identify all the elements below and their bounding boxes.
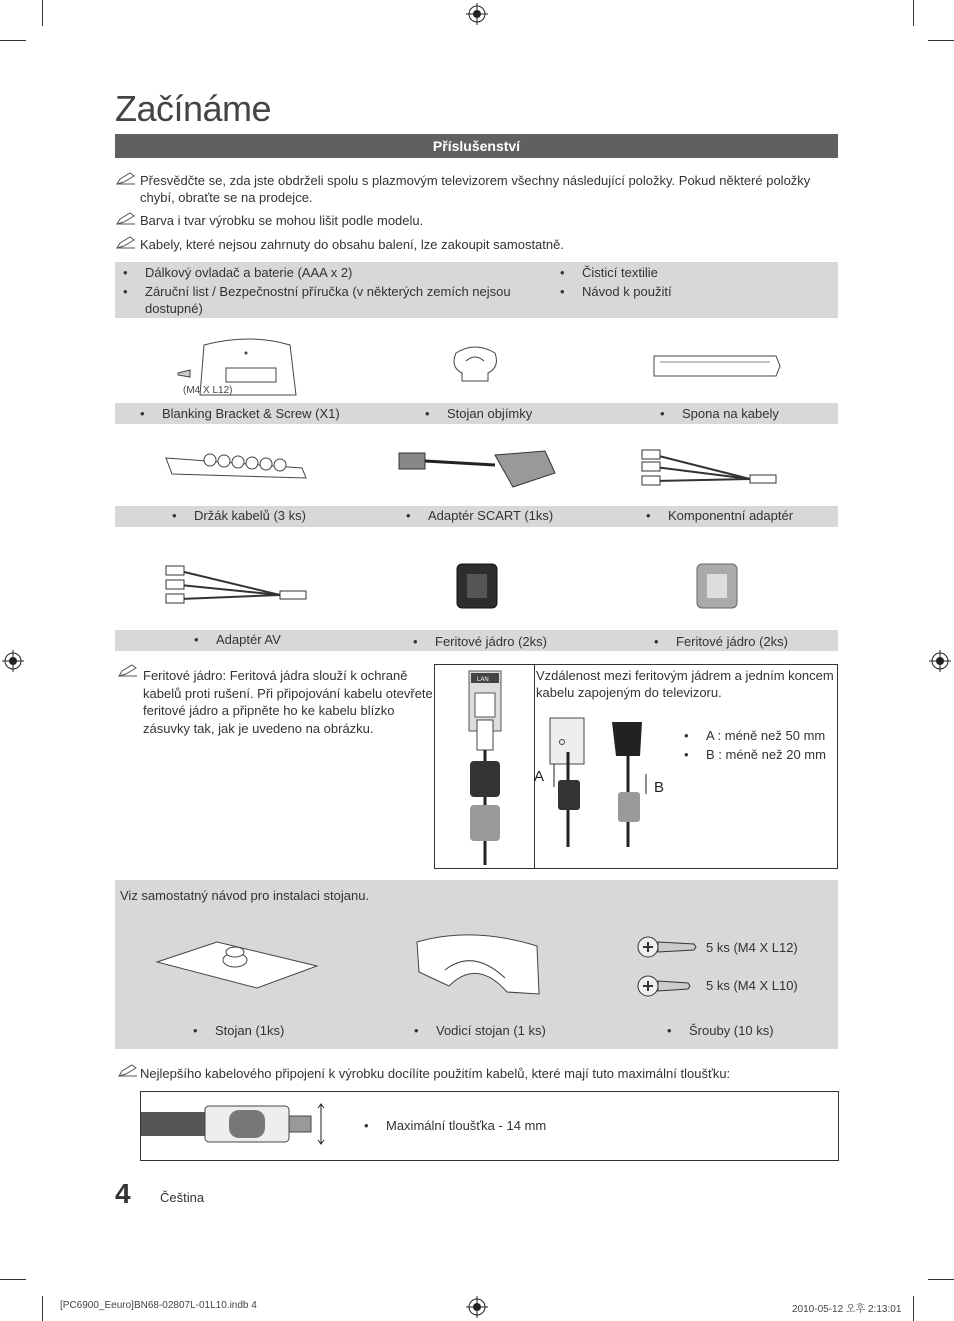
distance-b: • B : méně než 20 mm xyxy=(706,747,826,762)
crop-mark xyxy=(913,1296,914,1321)
note xyxy=(115,212,835,229)
screw-l12-icon xyxy=(636,933,698,961)
item-label: • Adaptér AV xyxy=(216,632,281,647)
registration-mark-icon xyxy=(929,650,951,672)
list-item: • Čisticí textilie xyxy=(582,265,658,280)
file-info: [PC6900_Eeuro]BN68-02807L-01L10.indb 4 xyxy=(60,1300,257,1311)
note-pencil-icon xyxy=(115,236,137,250)
page-title: Začínáme xyxy=(115,88,272,129)
lan-ferrite-diagram xyxy=(435,665,534,868)
crop-mark xyxy=(42,0,43,26)
list-item: • Dálkový ovladač a baterie (AAA x 2) xyxy=(145,265,352,280)
note-pencil-icon xyxy=(115,172,137,186)
cable-note: Nejlepšího kabelového připojení k výrobku docílíte použitím kabelů, které mají tuto maximální tloušťku: xyxy=(140,1066,731,1081)
item-label: • Komponentní adaptér xyxy=(668,508,793,523)
ferrite-core-light-image xyxy=(695,560,739,610)
ferrite-core-dark-image xyxy=(455,560,499,610)
ferrite-note-line: feritové jádro a připněte ho ke kabelu blízko xyxy=(143,703,395,718)
label-b: B xyxy=(654,779,664,796)
distance-text-line: kabelu zapojeným do televizoru. xyxy=(536,685,722,700)
item-label: • Stojan (1ks) xyxy=(215,1023,284,1038)
registration-mark-icon xyxy=(2,650,24,672)
registration-mark-icon xyxy=(466,3,488,25)
stand-clip-image xyxy=(448,343,503,388)
screw-size-label: (M4 X L12) xyxy=(183,385,233,396)
crop-mark xyxy=(928,40,954,41)
cable-holder-image xyxy=(162,448,310,486)
cable-thickness-image xyxy=(141,1100,331,1150)
note xyxy=(115,236,835,253)
timestamp: 2010-05-12 오후 2:13:01 xyxy=(792,1304,902,1315)
item-label: • Adaptér SCART (1ks) xyxy=(428,508,553,523)
blanking-bracket-image xyxy=(170,333,305,398)
note-pencil-icon xyxy=(117,1064,139,1078)
note-text: Barva i tvar výrobku se mohou lišit podle modelu. xyxy=(140,213,424,228)
distance-text xyxy=(536,667,834,701)
note-text: Kabely, které nejsou zahrnuty do obsahu balení, lze zakoupit samostatně. xyxy=(140,237,564,252)
lan-label: LAN xyxy=(477,677,489,683)
registration-mark-icon xyxy=(466,1296,488,1318)
item-label: • Držák kabelů (3 ks) xyxy=(194,508,306,523)
note-pencil-icon xyxy=(115,212,137,226)
ferrite-note-line: Feritové jádro: Feritová jádra slouží k ochraně xyxy=(143,668,408,683)
note xyxy=(115,172,835,206)
screw-l12-label: 5 ks (M4 X L12) xyxy=(706,940,798,955)
page-number: 4 xyxy=(115,1178,131,1209)
item-label: • Blanking Bracket & Screw (X1) xyxy=(162,406,340,421)
crop-mark xyxy=(913,0,914,26)
ferrite-note-line: zásuvky tak, jak je uvedeno na obrázku. xyxy=(143,720,374,736)
screw-l10-label: 5 ks (M4 X L10) xyxy=(706,978,798,993)
guide-stand-image xyxy=(413,928,543,998)
av-adapter-image xyxy=(160,563,310,608)
crop-mark xyxy=(0,40,26,41)
cable-tie-image xyxy=(652,352,782,380)
list-item: • Záruční list / Bezpečnostní příručka (v některých zemích nejsou xyxy=(145,284,511,299)
item-label: • Stojan objímky xyxy=(447,406,532,421)
screw-l10-icon xyxy=(636,972,698,1000)
item-label: • Spona na kabely xyxy=(682,406,779,421)
stand-note: Viz samostatný návod pro instalaci stojanu. xyxy=(120,888,370,903)
item-label: • Šrouby (10 ks) xyxy=(689,1023,774,1038)
distance-text-line: Vzdálenost mezi feritovým jádrem a jedním koncem xyxy=(536,668,834,683)
lan-diagram-box xyxy=(434,664,535,869)
list-item-continuation: dostupné) xyxy=(145,301,203,316)
scart-adapter-image xyxy=(395,443,560,493)
ferrite-note-line: kabelů proti rušení. Při připojování kabelu otevřete xyxy=(143,685,433,701)
section-band: Příslušenství xyxy=(115,134,838,158)
language-label: Čeština xyxy=(160,1190,205,1205)
max-thickness: • Maximální tloušťka - 14 mm xyxy=(386,1118,546,1133)
crop-mark xyxy=(42,1296,43,1321)
item-label: • Vodicí stojan (1 ks) xyxy=(436,1023,546,1038)
ferrite-note xyxy=(143,667,433,737)
note-pencil-icon xyxy=(117,664,139,678)
item-label: • Feritové jádro (2ks) xyxy=(435,634,547,649)
crop-mark xyxy=(0,1279,26,1280)
distance-a: • A : méně než 50 mm xyxy=(706,728,825,743)
note-text: Přesvědčte se, zda jste obdrželi spolu s plazmovým televizorem všechny následující položky. Pokud některé položky chybí, obraťte se na prodejce. xyxy=(140,173,811,205)
stand-image xyxy=(155,938,320,993)
item-label: • Feritové jádro (2ks) xyxy=(676,634,788,649)
label-a: A xyxy=(534,768,545,785)
distance-diagram xyxy=(534,712,664,852)
component-adapter-image xyxy=(640,445,780,490)
crop-mark xyxy=(928,1279,954,1280)
list-item: • Návod k použití xyxy=(582,284,672,299)
